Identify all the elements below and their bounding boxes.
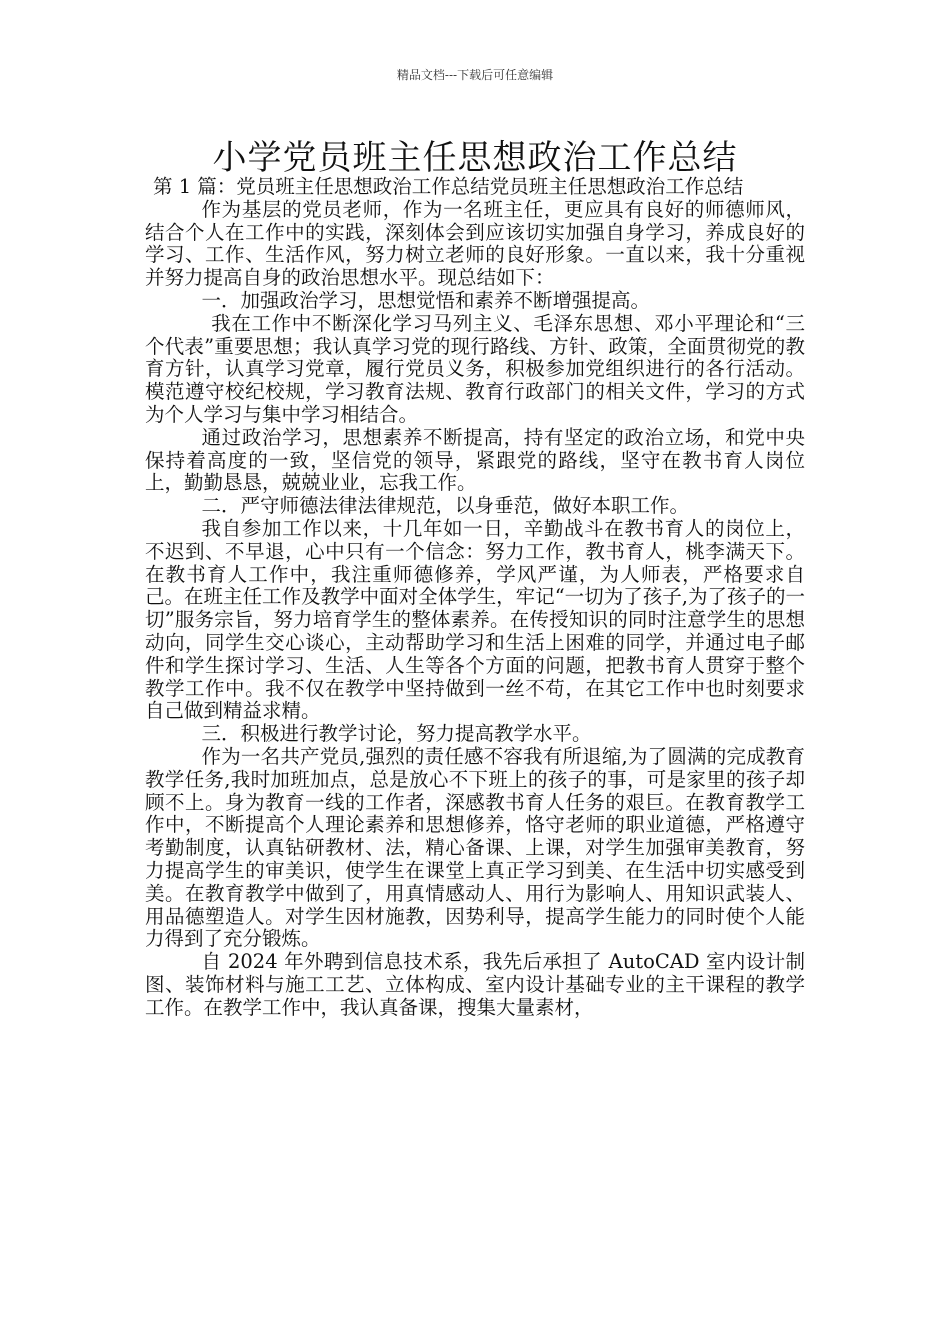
section-heading-1: 一．加强政治学习，思想觉悟和素养不断增强提高。: [201, 288, 651, 312]
document-title: 小学党员班主任思想政治工作总结: [212, 138, 738, 178]
page-header: 精品文档---下载后可任意编辑: [396, 68, 554, 82]
paragraph-intro: 作为基层的党员老师，作为一名班主任，更应具有良好的师德师风，结合个人在工作中的实践，深刻体会到应该切实加强自身学习，养成良好的学习、工作、生活作风，努力树立老师的良好形象。一直以来，我十分重视并努力提高自身的政治思想水平。现总结如下：: [145, 197, 805, 290]
paragraph-ethics: 我自参加工作以来，十几年如一日，辛勤战斗在教书育人的岗位上，不迟到、不早退，心中只有一个信念：努力工作，教书育人，桃李满天下。 在教书育人工作中，我注重师德修养，学风严谨，为人师表，严格要求自己。在班主任工作及教学中面对全体学生，牢记“一切为了孩子,为了孩子的一切”服务宗旨，努力培育学生的整体素养。在传授知识的同时注意学生的思想动向，同学生交心谈心，主动帮助学习和生活上困难的同学，并通过电子邮件和学生探讨学习、生活、人生等各个方面的问题，把教书育人贯穿于整个教学工作中。我不仅在教学中坚持做到一丝不苟，在其它工作中也时刻要求自己做到精益求精。: [145, 516, 805, 723]
paragraph-study-result: 通过政治学习，思想素养不断提高，持有坚定的政治立场，和党中央保持着高度的一致，坚信党的领导，紧跟党的路线，坚守在教书育人岗位上，勤勤恳恳，兢兢业业，忘我工作。: [145, 425, 805, 495]
section-heading-2: 二．严守师德法律法律规范，以身垂范，做好本职工作。: [201, 494, 690, 518]
document-body: [145, 176, 805, 1019]
paragraph-courses: 自 2024 年外聘到信息技术系，我先后承担了 AutoCAD 室内设计制图、装饰材料与施工工艺、立体构成、室内设计基础专业的主干课程的教学工作。在教学工作中，我认真备课，搜集大量素材，: [145, 950, 805, 1019]
paragraph-teaching: 作为一名共产党员,强烈的责任感不容我有所退缩,为了圆满的完成教育教学任务,我时加班加点，总是放心不下班上的孩子的事，可是家里的孩子却顾不上。身为教育一线的工作者，深感教书育人任务的艰巨。在教育教学工作中，不断提高个人理论素养和思想修养，恪守老师的职业道德，严格遵守考勤制度，认真钻研教材、法，精心备课、上课，对学生加强审美教育，努力提高学生的审美识，使学生在课堂上真正学习到美、在生活中切实感受到美。在教育教学中做到了，用真情感动人、用行为影响人、用知识武装人、用品德塑造人。对学生因材施教，因势利导，提高学生能力的同时使个人能力得到了充分锻炼。: [145, 744, 805, 951]
paragraph-study: 我在工作中不断深化学习马列主义、毛泽东思想、邓小平理论和“三个代表”重要思想；我认真学习党的现行路线、方针、政策，全面贯彻党的教育方针，认真学习党章，履行党员义务，积极参加党组织进行的各行活动。模范遵守校纪校规，学习教育法规、教育行政部门的相关文件，学习的方式为个人学习与集中学习相结合。: [145, 311, 805, 426]
document-subtitle: 第 1 篇：党员班主任思想政治工作总结党员班主任思想政治工作总结: [153, 175, 744, 198]
section-heading-3: 三．积极进行教学讨论，努力提高教学水平。: [201, 722, 592, 746]
